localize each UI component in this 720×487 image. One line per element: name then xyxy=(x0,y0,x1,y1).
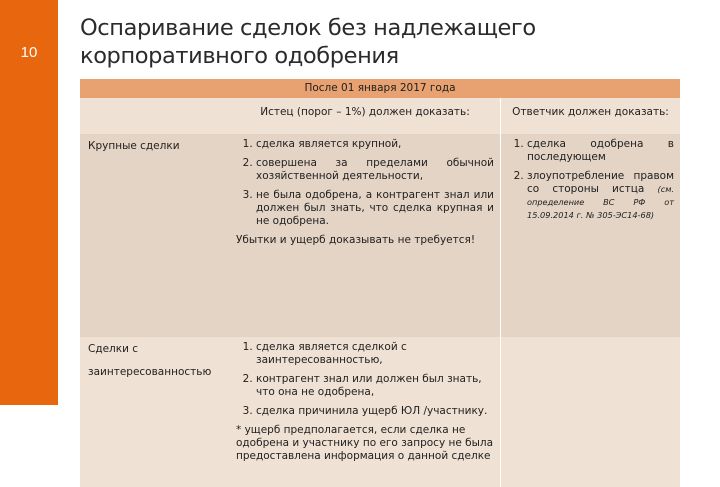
row2-plaintiff-list xyxy=(236,341,494,418)
court-reference: (см. определение ВС РФ от 15.09.2014 г. № 305-ЭС14-68) xyxy=(527,184,674,220)
list-item-text: злоупотребление правом со стороны истца xyxy=(527,170,674,195)
list-item: 2. контрагент знал или должен был знать, что она не одобрена, xyxy=(256,373,494,399)
row-label-major-deals: Крупные сделки xyxy=(80,134,230,337)
header-defendant: Ответчик должен доказать: xyxy=(501,98,680,134)
row1-plaintiff-list xyxy=(236,138,494,228)
row2-label-fill xyxy=(80,405,230,487)
list-item xyxy=(527,170,674,222)
row1-plaintiff-note: Убытки и ущерб доказывать не требуется! xyxy=(236,234,476,246)
row2-plaintiff-note: * ущерб предполагается, если сделка не одобрена и участнику по его запросу не была предоставлена информация о данной сделке xyxy=(236,424,494,462)
row2-plaintiff-cell xyxy=(230,337,500,487)
row-label-line: заинтересованностью xyxy=(88,366,212,378)
accent-sidebar xyxy=(0,0,58,405)
row-label-line: Сделки с xyxy=(88,343,139,355)
column-divider xyxy=(500,337,501,487)
header-period: После 01 января 2017 года xyxy=(80,79,680,98)
list-item: 1. сделка является сделкой с заинтересованностью, xyxy=(256,341,494,367)
column-divider xyxy=(500,98,501,134)
list-item: 3. не была одобрена, а контрагент знал или должен был знать, что сделка крупная и не одобрена. xyxy=(256,189,494,228)
list-item: 1. сделка одобрена в последующем xyxy=(527,138,674,164)
row1-defendant-list xyxy=(507,138,674,222)
comparison-table xyxy=(80,79,680,462)
header-plaintiff: Истец (порог – 1%) должен доказать: xyxy=(230,98,500,134)
list-item: 3. сделка причинила ущерб ЮЛ /участнику. xyxy=(256,405,494,418)
row1-plaintiff-cell xyxy=(230,134,500,337)
list-item: 2. совершена за пределами обычной хозяйственной деятельности, xyxy=(256,157,494,183)
row-label-interested-deals xyxy=(80,337,230,405)
row2-defendant-cell xyxy=(501,337,680,487)
slide-title: Оспаривание сделок без надлежащего корпоративного одобрения xyxy=(80,15,536,69)
slide-number: 10 xyxy=(20,44,38,61)
header-blank-cell xyxy=(80,98,230,134)
list-item: 1. сделка является крупной, xyxy=(256,138,494,151)
row1-defendant-cell xyxy=(501,134,680,337)
